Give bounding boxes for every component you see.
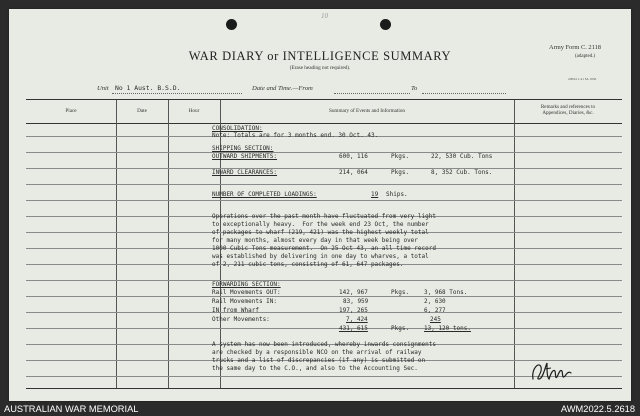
wharf-label: IN from Wharf [212,307,259,314]
operations-line: to exceptionally heavy. For the week end 23 Oct, the number [212,221,429,228]
outward-pkgs: 600, 116 [339,153,368,160]
ruled-line [26,312,622,313]
system-line: trucks and a list of discrepancies (if any) is submitted on [212,357,426,364]
to-label: To [411,85,418,92]
rail-out-unit: Pkgs. [391,289,410,296]
other-label: Other Movements: [212,316,270,323]
ruled-line [26,168,622,169]
inward-pkgs: 214, 064 [339,169,368,176]
ruled-line [26,280,622,281]
remarks-line-1: Remarks and references to [540,104,596,110]
ruled-line [26,296,622,297]
ruled-line [26,152,622,153]
total-unit: Pkgs. [391,325,410,332]
column-header-hour: Hour [188,108,200,114]
shipping-heading: SHIPPING SECTION: [212,145,274,152]
loadings-label: NUMBER OF COMPLETED LOADINGS: [212,191,317,198]
pencil-page-number: 10 [321,12,328,20]
wharf-pkgs: 197, 265 [339,307,368,314]
operations-line: Operations over the past month have fluctuated from very light [212,213,436,220]
column-header-place: Place [65,108,77,114]
date-underline [334,93,410,94]
operations-line: for many months, almost every day in that week being over [212,237,418,244]
column-header-summary: Summary of Events and Information [328,108,406,114]
date-label: Date and Time.—From [252,85,313,92]
footer-accession-id: AWM2022.5.2618 [560,404,635,414]
unit-underline [112,93,242,94]
inward-tons: 8, 352 Cub. Tons. [431,169,493,176]
total-tons: 13, 120 tons. [424,325,471,332]
loadings-unit: Ships. [386,191,408,198]
unit-label: Unit [97,85,109,92]
document-subtitle: (Erase heading not required). [289,65,351,71]
operations-line: was established by delivering in one day to wharves, a total [212,253,429,260]
rail-in-label: Rail Movements IN: [212,298,278,305]
other-pkgs: 7, 424 [346,316,368,323]
inward-pkgs-unit: Pkgs. [391,169,410,176]
unit-row [9,83,631,95]
operations-line: of packages to wharf (219, 421) was the highest weekly total [212,229,429,236]
form-adapted: (adapted.) [575,54,596,59]
other-tons: 245 [430,316,441,323]
document-title: WAR DIARY or INTELLIGENCE SUMMARY [188,49,452,63]
punch-hole-left [226,19,237,30]
column-header-date: Date [137,108,147,114]
column-header-remarks [514,104,622,116]
outward-label: OUTWARD SHIPMENTS: [212,153,278,160]
system-line: are checked by a responsible NCO on the arrival of railway [212,349,422,356]
outward-tons: 22, 530 Cub. Tons [431,153,493,160]
rail-out-label: Rail Movements OUT: [212,289,281,296]
ruled-line [26,184,622,185]
operations-line: 1000 Cubic Tons measurement. On 25 Oct 43, an all time record [212,245,436,252]
unit-value: No 1 Aust. B.S.D. [115,84,181,92]
handwritten-signature [529,357,575,385]
rail-in-pkgs: 83, 959 [343,298,369,305]
system-line: A system has now been introduced, whereby inwards consignments [212,341,436,348]
operations-line: of 2, 211 cubic tons, consisting of 61, 647 packages. [212,261,404,268]
diary-page [9,9,631,401]
footer-bar [0,402,640,416]
ruled-line [26,328,622,329]
wharf-tons: 6, 277 [424,307,446,314]
footer-institution: AUSTRALIAN WAR MEMORIAL [4,404,139,414]
consolidation-note: Note: Totals are for 3 months end. 30 Oct. 43. [212,132,379,139]
remarks-line-2: Appendices, Diaries, &c. [542,110,594,117]
ruled-line [26,200,622,201]
forwarding-heading: FORWARDING SECTION: [212,281,281,288]
consolidation-heading: CONSOLIDATION: [212,125,263,132]
form-id: Army Form C. 2118 [549,44,601,51]
inward-label: INWARD CLEARANCES: [212,169,278,176]
rail-in-tons: 2, 630 [424,298,446,305]
punch-hole-right [380,19,391,30]
outward-pkgs-unit: Pkgs. [391,153,410,160]
rail-out-tons: 3, 968 Tons. [424,289,468,296]
total-pkgs: 431, 615 [339,325,368,332]
to-underline [422,93,506,94]
system-line: the same day to the C.O., and also to the Accounting Sec. [212,365,418,372]
rail-out-pkgs: 142, 967 [339,289,368,296]
loadings-value: 19 [371,191,379,198]
form-print-code: 20094 1-41 M-1956 [568,77,597,81]
